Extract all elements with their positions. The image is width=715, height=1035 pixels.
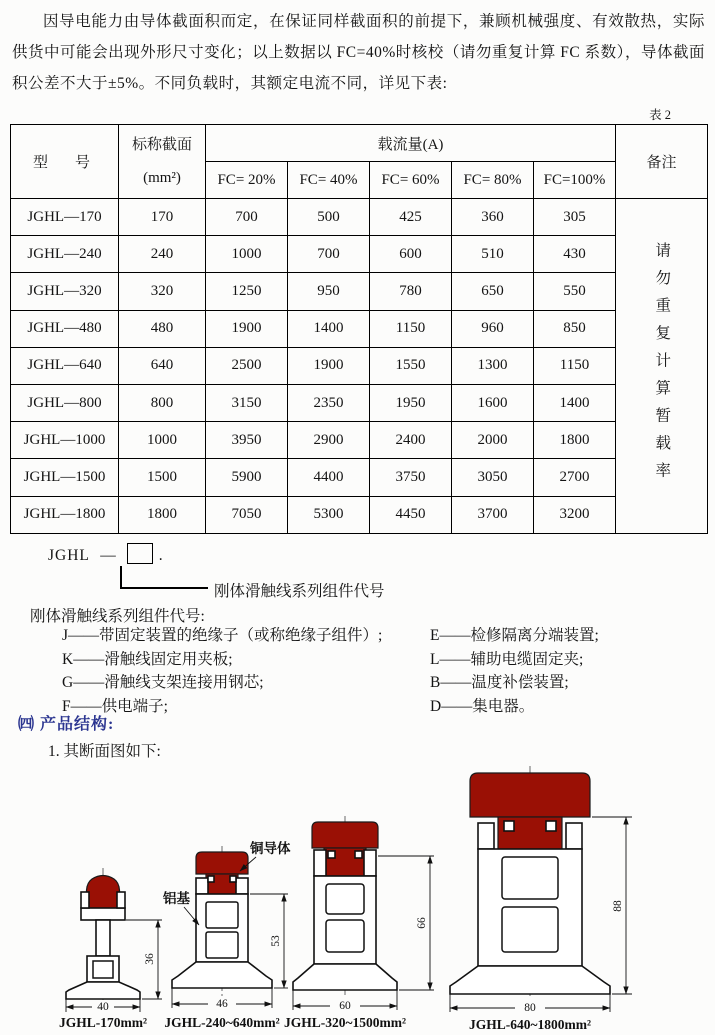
section-number: ㈣ — [18, 716, 36, 733]
section-cell: 1500 — [119, 459, 206, 496]
code-item-L: L——辅助电缆固定夹; — [430, 650, 584, 668]
value-cell: 510 — [452, 236, 534, 273]
section-cell: 170 — [119, 199, 206, 236]
aluminum-base-label: 铝基 — [163, 891, 190, 906]
value-cell: 650 — [452, 273, 534, 310]
table-row — [11, 422, 708, 459]
col-header-section-unit: (mm²) — [143, 169, 181, 186]
col-header-remark: 备注 — [616, 125, 708, 199]
value-cell: 3150 — [206, 384, 288, 421]
value-cell: 425 — [370, 199, 452, 236]
naming-callout: 刚体滑触线系列组件代号 — [214, 583, 385, 600]
diagram-caption: JGHL-320~1500mm² — [283, 1015, 407, 1030]
col-header-section-name: 标称截面 — [131, 136, 192, 153]
table-row — [11, 496, 708, 533]
value-cell: 2700 — [534, 459, 616, 496]
value-cell: 360 — [452, 199, 534, 236]
table-row — [11, 199, 708, 236]
col-header-fc80: FC= 80% — [452, 162, 534, 199]
value-cell: 5900 — [206, 459, 288, 496]
value-cell: 780 — [370, 273, 452, 310]
model-cell: JGHL—480 — [11, 310, 119, 347]
model-naming-line — [48, 543, 164, 565]
value-cell: 2400 — [370, 422, 452, 459]
table-row — [11, 310, 708, 347]
value-cell: 1900 — [206, 310, 288, 347]
value-cell: 950 — [288, 273, 370, 310]
section-cell: 320 — [119, 273, 206, 310]
table-row — [11, 347, 708, 384]
width-dimension: 40 — [97, 1001, 109, 1013]
width-dimension: 46 — [216, 998, 228, 1010]
value-cell: 700 — [206, 199, 288, 236]
width-dimension: 80 — [524, 1002, 536, 1014]
value-cell: 1250 — [206, 273, 288, 310]
value-cell: 600 — [370, 236, 452, 273]
value-cell: 305 — [534, 199, 616, 236]
value-cell: 1800 — [534, 422, 616, 459]
remark-vertical-text: 请勿重复计算暂载率 — [653, 242, 671, 490]
code-item-D: D——集电器。 — [430, 697, 535, 715]
section-heading — [18, 711, 114, 734]
value-cell: 3750 — [370, 459, 452, 496]
value-cell: 3200 — [534, 496, 616, 533]
height-dimension: 88 — [612, 900, 624, 912]
diagram-caption: JGHL-240~640mm² — [164, 1015, 280, 1030]
diagram-caption: JGHL-170mm² — [58, 1015, 148, 1030]
value-cell: 430 — [534, 236, 616, 273]
code-item-J: J——带固定装置的绝缘子（或称绝缘子组件）; — [62, 627, 383, 644]
table-number-tag: 表 2 — [649, 108, 671, 122]
col-header-model: 型 号 — [11, 125, 119, 199]
value-cell: 2900 — [288, 422, 370, 459]
width-dimension: 60 — [339, 1000, 351, 1012]
col-header-fc40: FC= 40% — [288, 162, 370, 199]
section-cell: 480 — [119, 310, 206, 347]
code-list-left — [62, 624, 382, 718]
value-cell: 850 — [534, 310, 616, 347]
section-cell: 640 — [119, 347, 206, 384]
value-cell: 1600 — [452, 384, 534, 421]
col-header-fc20: FC= 20% — [206, 162, 288, 199]
current-capacity-table — [10, 124, 708, 534]
value-cell: 1400 — [288, 310, 370, 347]
subsection-item: 1. 其断面图如下: — [48, 743, 161, 760]
code-list-right — [430, 624, 599, 718]
section-cell: 800 — [119, 384, 206, 421]
table-row — [11, 273, 708, 310]
value-cell: 4400 — [288, 459, 370, 496]
value-cell: 1550 — [370, 347, 452, 384]
diagram-jghl-170 — [59, 868, 162, 1030]
value-cell: 1150 — [370, 310, 452, 347]
cross-section-diagrams — [0, 760, 715, 1035]
value-cell: 2000 — [452, 422, 534, 459]
naming-dot: . — [158, 547, 164, 564]
value-cell: 500 — [288, 199, 370, 236]
table-row — [11, 236, 708, 273]
code-item-G: G——滑触线支架连接用钢芯; — [62, 674, 264, 691]
model-cell: JGHL—640 — [11, 347, 119, 384]
value-cell: 2350 — [288, 384, 370, 421]
value-cell: 7050 — [206, 496, 288, 533]
value-cell: 700 — [288, 236, 370, 273]
diagram-jghl-640-1800 — [450, 766, 632, 1032]
height-dimension: 36 — [144, 953, 156, 965]
col-header-capacity: 载流量(A) — [206, 125, 616, 162]
code-item-B: B——温度补偿装置; — [430, 674, 569, 691]
remark-cell — [616, 199, 708, 534]
value-cell: 1900 — [288, 347, 370, 384]
value-cell: 3950 — [206, 422, 288, 459]
code-placeholder-box — [127, 543, 153, 564]
naming-dash: — — [100, 547, 117, 564]
col-header-fc60: FC= 60% — [370, 162, 452, 199]
section-cell: 240 — [119, 236, 206, 273]
value-cell: 4450 — [370, 496, 452, 533]
height-dimension: 53 — [270, 935, 282, 947]
height-dimension: 66 — [416, 917, 428, 929]
table-row — [11, 384, 708, 421]
copper-conductor-label: 铜导体 — [250, 841, 291, 856]
model-cell: JGHL—320 — [11, 273, 119, 310]
value-cell: 1000 — [206, 236, 288, 273]
model-cell: JGHL—1800 — [11, 496, 119, 533]
value-cell: 3700 — [452, 496, 534, 533]
naming-prefix: JGHL — [48, 547, 90, 564]
code-list-title: 刚体滑触线系列组件代号: — [30, 608, 205, 625]
value-cell: 5300 — [288, 496, 370, 533]
intro-paragraph: 因导电能力由导体截面积而定，在保证同样截面积的前提下，兼顾机械强度、有效散热，实际供货中可能会出现外形尺寸变化；以上数据以 FC=40%时核校（请勿重复计算 FC 系数），导体截面积公差不大于±5%。不同负载时，其额定电流不同，详见下表: — [12, 13, 705, 92]
table-row — [11, 459, 708, 496]
section-cell: 1000 — [119, 422, 206, 459]
section-title: 产品结构: — [40, 716, 115, 733]
naming-connector-horizontal — [120, 587, 208, 589]
model-cell: JGHL—240 — [11, 236, 119, 273]
diagram-jghl-320-1500 — [284, 816, 434, 1030]
table-header-row-1 — [11, 125, 708, 162]
value-cell: 550 — [534, 273, 616, 310]
naming-connector-vertical — [120, 566, 122, 589]
copper-conductor-shape — [470, 773, 590, 817]
model-cell: JGHL—1000 — [11, 422, 119, 459]
value-cell: 1300 — [452, 347, 534, 384]
section-cell: 1800 — [119, 496, 206, 533]
model-cell: JGHL—170 — [11, 199, 119, 236]
value-cell: 960 — [452, 310, 534, 347]
col-header-section — [119, 125, 206, 199]
value-cell: 1950 — [370, 384, 452, 421]
value-cell: 3050 — [452, 459, 534, 496]
model-cell: JGHL—1500 — [11, 459, 119, 496]
diagram-jghl-240-640 — [163, 840, 291, 1030]
code-item-F: F——供电端子; — [62, 697, 168, 715]
value-cell: 2500 — [206, 347, 288, 384]
copper-conductor-shape — [312, 822, 378, 848]
code-item-E: E——检修隔离分端装置; — [430, 627, 599, 644]
code-item-K: K——滑触线固定用夹板; — [62, 650, 233, 668]
value-cell: 1150 — [534, 347, 616, 384]
value-cell: 1400 — [534, 384, 616, 421]
model-cell: JGHL—800 — [11, 384, 119, 421]
copper-conductor-shape — [86, 876, 119, 913]
col-header-fc100: FC=100% — [534, 162, 616, 199]
diagram-caption: JGHL-640~1800mm² — [468, 1017, 592, 1032]
